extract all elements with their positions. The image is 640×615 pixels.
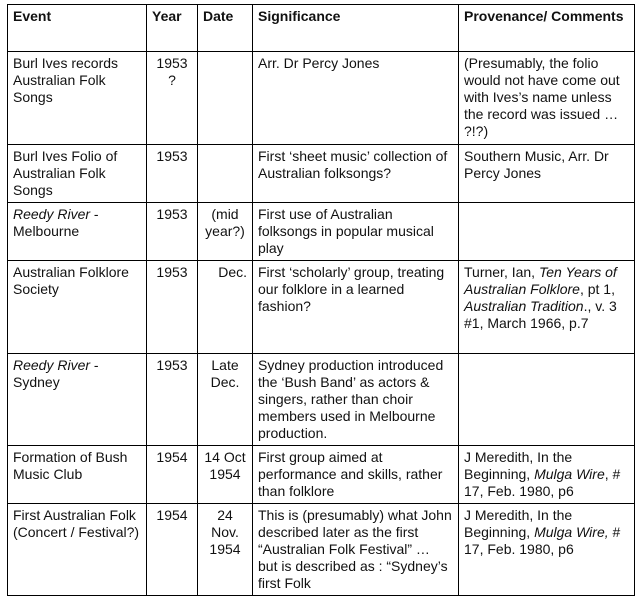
year-cell: 1954 (147, 504, 198, 596)
date-cell (198, 52, 253, 145)
event-cell: Australian Folklore Society (8, 261, 147, 354)
event-cell (8, 203, 147, 261)
comments-part-italic: Ten Years of Australian Folklore (464, 264, 617, 297)
date-cell: Late Dec. (198, 354, 253, 446)
date-cell: 14 Oct 1954 (198, 446, 253, 504)
comments-part: , pt 1, (579, 281, 615, 297)
table-row (8, 504, 635, 596)
event-suffix: - Sydney (13, 357, 99, 390)
header-row (8, 5, 635, 52)
header-year: Year (147, 5, 198, 52)
event-cell: Burl Ives Folio of Australian Folk Songs (8, 145, 147, 203)
event-cell: Formation of Bush Music Club (8, 446, 147, 504)
comments-cell (459, 261, 635, 354)
comments-part: # 17, Feb. 1980, p6 (464, 524, 621, 557)
comments-cell: (Presumably, the folio would not have come out with Ives’s name unless the record was issued … ?!?) (459, 52, 635, 145)
header-event: Event (8, 5, 147, 52)
comments-part: Turner, Ian, (464, 264, 539, 280)
date-cell: (mid year?) (198, 203, 253, 261)
event-suffix: - Melbourne (13, 206, 99, 239)
table-row (8, 52, 635, 145)
comments-cell (459, 446, 635, 504)
year-cell: 1953 (147, 261, 198, 354)
significance-cell: Arr. Dr Percy Jones (253, 52, 459, 145)
comments-cell: Southern Music, Arr. Dr Percy Jones (459, 145, 635, 203)
table-row (8, 446, 635, 504)
table-row (8, 145, 635, 203)
comments-part-italic: Australian Tradition (464, 298, 584, 314)
significance-cell: This is (presumably) what John described later as the first “Australian Folk Festival” … but is described as : “Sydney’s first Folk (253, 504, 459, 596)
table-row (8, 261, 635, 354)
year-cell: 1953 ? (147, 52, 198, 145)
folk-history-table (7, 4, 635, 596)
comments-cell (459, 354, 635, 446)
header-significance: Significance (253, 5, 459, 52)
significance-cell: First ‘scholarly’ group, treating our folklore in a learned fashion? (253, 261, 459, 354)
comments-part-italic: Mulga Wire (534, 466, 605, 482)
date-cell (198, 145, 253, 203)
table-row (8, 203, 635, 261)
comments-cell (459, 504, 635, 596)
comments-part: , # 17, Feb. 1980, p6 (464, 466, 621, 499)
comments-part: J Meredith, In the Beginning, (464, 507, 573, 540)
header-date: Date (198, 5, 253, 52)
significance-cell: First use of Australian folksongs in popular musical play (253, 203, 459, 261)
event-cell: First Australian Folk (Concert / Festival?) (8, 504, 147, 596)
significance-cell: Sydney production introduced the ‘Bush Band’ as actors & singers, rather than choir members used in Melbourne production. (253, 354, 459, 446)
event-title-italic: Reedy River (13, 357, 91, 373)
comments-cell (459, 203, 635, 261)
event-cell: Burl Ives records Australian Folk Songs (8, 52, 147, 145)
year-cell: 1954 (147, 446, 198, 504)
date-cell: 24 Nov. 1954 (198, 504, 253, 596)
header-comments: Provenance/ Comments (459, 5, 635, 52)
event-title-italic: Reedy River (13, 206, 91, 222)
comments-part-italic: Mulga Wire, (534, 524, 609, 540)
significance-cell: First ‘sheet music’ collection of Australian folksongs? (253, 145, 459, 203)
year-cell: 1953 (147, 203, 198, 261)
table-row (8, 354, 635, 446)
date-cell: Dec. (198, 261, 253, 354)
year-cell: 1953 (147, 145, 198, 203)
event-cell (8, 354, 147, 446)
significance-cell: First group aimed at performance and skills, rather than folklore (253, 446, 459, 504)
year-cell: 1953 (147, 354, 198, 446)
comments-part: J Meredith, In the Beginning, (464, 449, 573, 482)
comments-part: ., v. 3 #1, March 1966, p.7 (464, 298, 617, 331)
